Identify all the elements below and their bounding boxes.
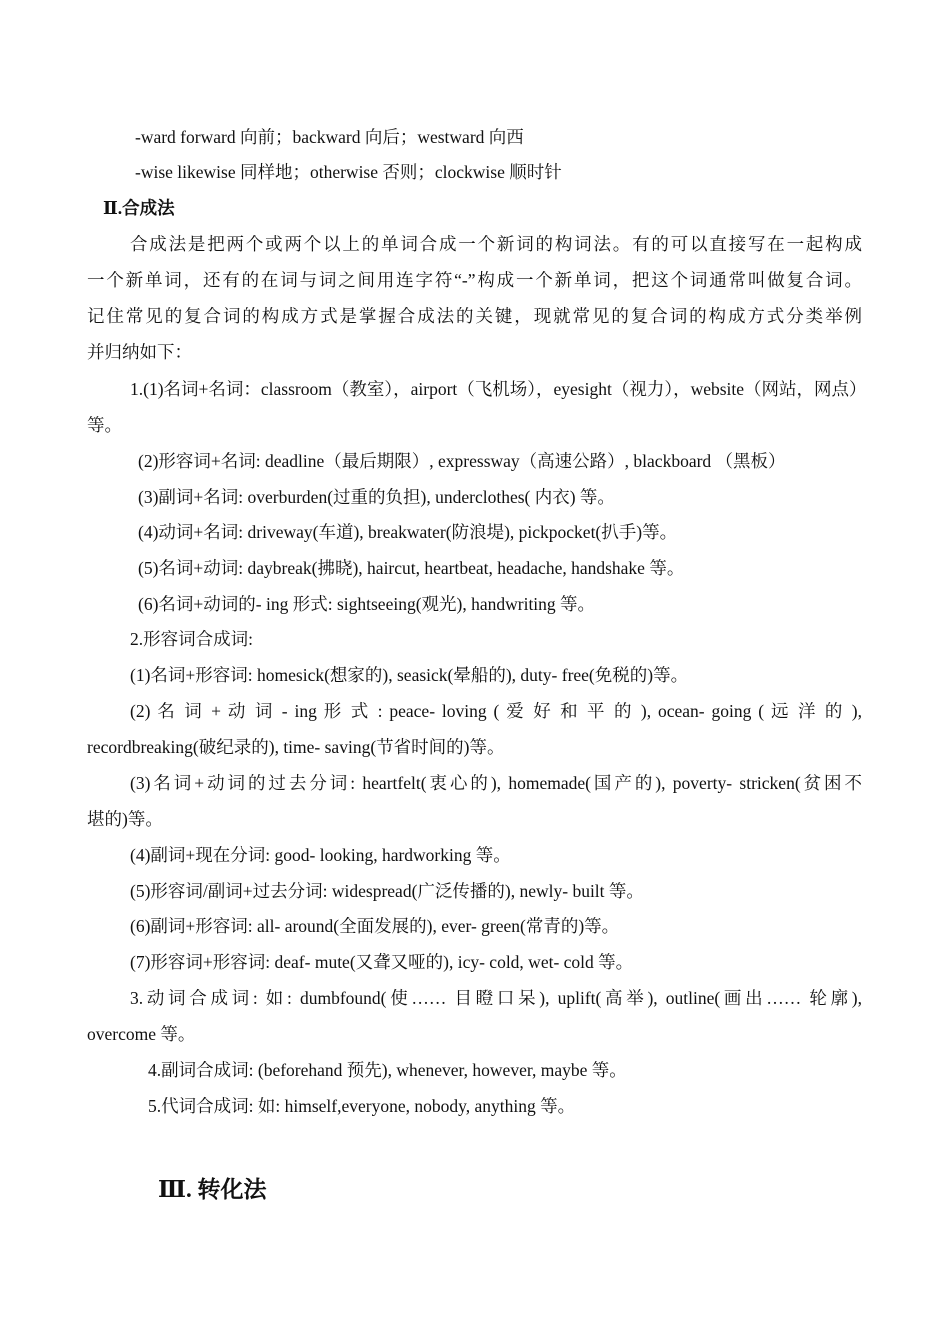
list-item-2-2-cont: recordbreaking(破纪录的), time- saving(节省时间的)等。 [87,737,505,757]
list-item-2-2: (2) 名 词 + 动 词 - ing 形 式 : peace- loving ( 爱 好 和 平 的 ), ocean- going ( 远 洋 的 ), [130,701,862,721]
paragraph-line-2: 一个新单词，还有的在词与词之间用连字符“-”构成一个新单词，把这个词通常叫做复合词。 [87,270,862,290]
suffix-ward-line: -ward forward 向前；backward 向后；westward 向西 [135,127,524,147]
list-heading-3: 3.动词合成词: 如: dumbfound(使…… 目瞪口呆), uplift(高举), outline(画出…… 轮廓), [130,988,862,1008]
section-heading-conversion: Ⅲ. 转化法 [158,1177,267,1202]
list-heading-4: 4.副词合成词: (beforehand 预先), whenever, however, maybe 等。 [148,1060,627,1080]
paragraph-line-3: 记住常见的复合词的构成方式是掌握合成法的关键，现就常见的复合词的构成方式分类举例 [87,306,862,326]
list-item-1-1: 1.(1)名词+名词：classroom（教室），airport（飞机场），eyesight（视力），website（网站，网点） [130,379,867,399]
section-heading-compounding: Ⅱ.合成法 [103,198,175,218]
list-heading-5: 5.代词合成词: 如: himself,everyone, nobody, anything 等。 [148,1096,576,1116]
suffix-wise-line: -wise likewise 同样地；otherwise 否则；clockwise 顺时针 [135,162,562,182]
list-item-2-1: (1)名词+形容词: homesick(想家的), seasick(晕船的), duty- free(免税的)等。 [130,665,689,685]
list-item-2-3-cont: 堪的)等。 [87,809,163,829]
list-item-1-3: (3)副词+名词: overburden(过重的负担), underclothes( 内衣) 等。 [138,487,615,507]
list-item-1-2: (2)形容词+名词: deadline（最后期限）, expressway（高速公路）, blackboard （黑板） [138,451,786,471]
paragraph-line-4: 并归纳如下： [87,342,192,362]
list-item-1-5: (5)名词+动词: daybreak(拂晓), haircut, heartbeat, headache, handshake 等。 [138,558,685,578]
list-item-1-6: (6)名词+动词的- ing 形式: sightseeing(观光), handwriting 等。 [138,594,596,614]
list-item-2-7: (7)形容词+形容词: deaf- mute(又聋又哑的), icy- cold, wet- cold 等。 [130,952,634,972]
list-item-2-3: (3)名词+动词的过去分词: heartfelt(衷心的), homemade(国产的), poverty- stricken(贫困不 [130,773,862,793]
list-item-2-4: (4)副词+现在分词: good- looking, hardworking 等。 [130,845,511,865]
list-item-1-1-cont: 等。 [87,415,122,435]
list-heading-2: 2.形容词合成词: [130,629,253,649]
list-item-2-5: (5)形容词/副词+过去分词: widespread(广泛传播的), newly- built 等。 [130,881,644,901]
paragraph-line-1: 合成法是把两个或两个以上的单词合成一个新词的构词法。有的可以直接写在一起构成 [130,234,862,254]
list-item-2-6: (6)副词+形容词: all- around(全面发展的), ever- green(常青的)等。 [130,916,620,936]
list-item-1-4: (4)动词+名词: driveway(车道), breakwater(防浪堤), pickpocket(扒手)等。 [138,522,678,542]
list-heading-3-cont: overcome 等。 [87,1024,196,1044]
